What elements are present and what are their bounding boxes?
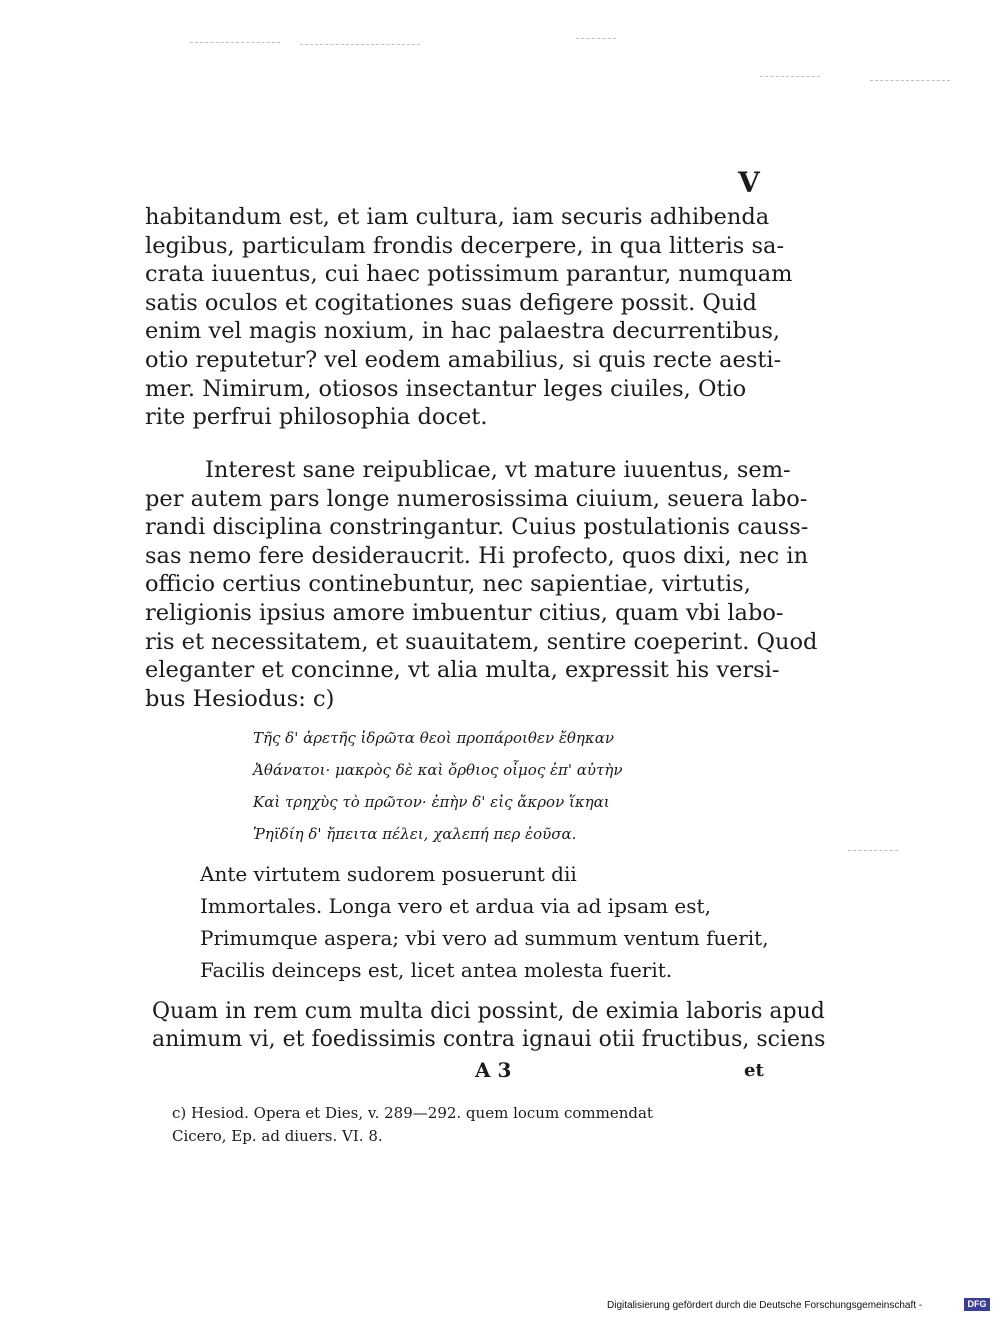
catchword: et (744, 1060, 764, 1081)
scan-artifact (848, 850, 898, 851)
verse-line: Καὶ τρηχὺς τὸ πρῶτον· ἐπὴν δ' εἰς ἄκρον ἵκηαι (253, 793, 610, 811)
text-line: satis oculos et cogitationes suas defigere possit. Quid (145, 289, 757, 316)
greek-verse (253, 722, 693, 850)
text-line: officio certius continebuntur, nec sapientiae, virtutis, (145, 571, 751, 598)
paragraph-1 (145, 203, 793, 432)
scan-artifact (760, 76, 820, 77)
text-line: sas nemo fere desideraucrit. Hi profecto, quos dixi, nec in (145, 542, 809, 569)
text-line: crata iuuentus, cui haec potissimum parantur, numquam (145, 261, 793, 288)
verse-line: Τῆς δ' ἀρετῆς ἱδρῶτα θεοὶ προπάροιθεν ἔθηκαν (253, 729, 614, 747)
digitization-credit: Digitalisierung gefördert durch die Deutsche Forschungsgemeinschaft - (607, 1300, 923, 1311)
verse-line: Facilis deinceps est, licet antea molesta fuerit. (200, 958, 673, 982)
text-line: rite perfrui philosophia docet. (145, 404, 488, 431)
text-line: ris et necessitatem, et suauitatem, sentire coeperint. Quod (145, 628, 818, 655)
latin-verse (200, 858, 780, 986)
text-line: enim vel magis noxium, in hac palaestra decurrentibus, (145, 318, 781, 345)
scan-artifact (190, 42, 280, 43)
paragraph-3 (152, 998, 826, 1054)
verse-line: Ῥηϊδίη δ' ἤπειτα πέλει, χαλεπή περ ἐοῦσα. (253, 825, 577, 843)
text-line: Quam in rem cum multa dici possint, de eximia laboris apud (152, 999, 825, 1024)
footnote (172, 1102, 792, 1148)
text-line: mer. Nimirum, otiosos insectantur leges ciuiles, Otio (145, 375, 747, 402)
verse-line: Primumque aspera; vbi vero ad summum ventum fuerit, (200, 926, 769, 950)
page-number: V (738, 166, 760, 199)
verse-line: Ante virtutem sudorem posuerunt dii (200, 862, 577, 886)
scan-artifact (870, 80, 950, 81)
text-line: Interest sane reipublicae, vt mature iuuentus, sem- (205, 457, 791, 483)
text-line: legibus, particulam frondis decerpere, in qua litteris sa- (145, 232, 785, 259)
verse-line: Ἀθάνατοι· μακρὸς δὲ καὶ ὄρθιος οἶμος ἐπ' αὐτὴν (253, 761, 623, 779)
text-line: bus Hesiodus: c) (145, 685, 335, 712)
dfg-logo: DFG (964, 1298, 990, 1311)
footnote-line: Cicero, Ep. ad diuers. VI. 8. (172, 1127, 383, 1145)
footnote-line: c) Hesiod. Opera et Dies, v. 289—292. quem locum commendat (172, 1104, 653, 1122)
text-line: animum vi, et foedissimis contra ignaui otii fructibus, sciens (152, 1027, 826, 1052)
text-line: per autem pars longe numerosissima ciuium, seuera labo- (145, 485, 808, 512)
scan-artifact (576, 38, 616, 39)
text-line: randi disciplina constringantur. Cuius postulationis causs- (145, 514, 809, 541)
text-line: otio reputetur? vel eodem amabilius, si quis recte aesti- (145, 346, 782, 373)
verse-line: Immortales. Longa vero et ardua via ad ipsam est, (200, 894, 711, 918)
scan-artifact (300, 44, 420, 45)
text-line: habitandum est, et iam cultura, iam securis adhibenda (145, 204, 770, 230)
paragraph-2 (145, 456, 818, 713)
signature-mark: A 3 (475, 1058, 512, 1082)
text-line: religionis ipsius amore imbuentur citius, quam vbi labo- (145, 599, 784, 626)
text-line: eleganter et concinne, vt alia multa, expressit his versi- (145, 657, 780, 684)
